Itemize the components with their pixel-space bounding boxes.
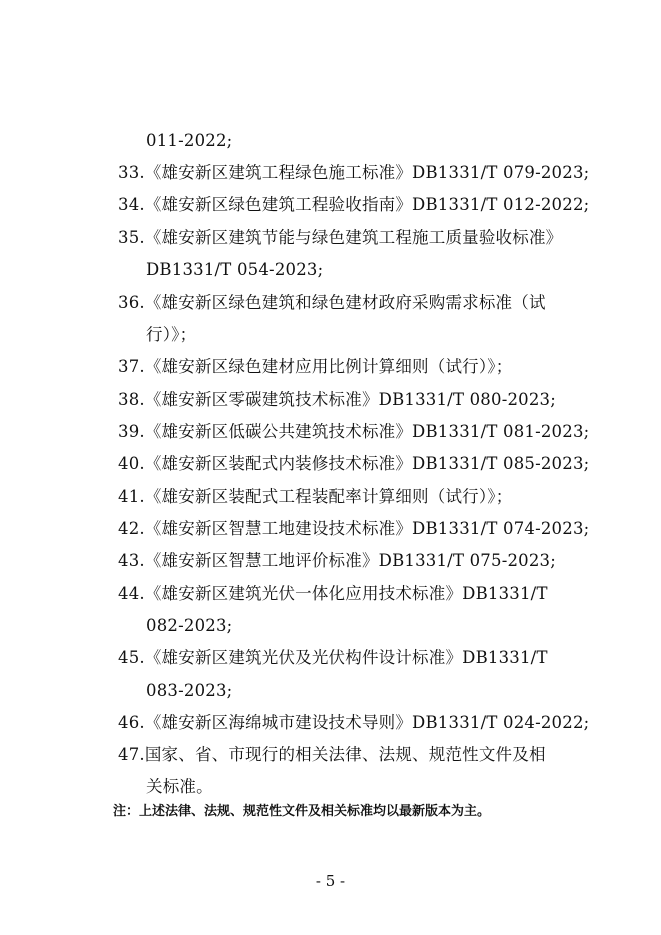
list-item-34: 34.《雄安新区绿色建筑工程验收指南》DB1331/T 012-2022; (118, 195, 590, 214)
list-item-45-continuation: 083-2023; (146, 681, 233, 700)
page-number: - 5 - (315, 872, 346, 890)
list-item-46: 46.《雄安新区海绵城市建设技术导则》DB1331/T 024-2022; (118, 713, 590, 732)
list-item-47-continuation: 关标准。 (146, 777, 213, 796)
list-item-39: 39.《雄安新区低碳公共建筑技术标准》DB1331/T 081-2023; (118, 422, 590, 441)
list-item-45: 45.《雄安新区建筑光伏及光伏构件设计标准》DB1331/T (118, 648, 548, 667)
list-item-47: 47.国家、省、市现行的相关法律、法规、规范性文件及相 (118, 745, 546, 764)
footnote: 注：上述法律、法规、规范性文件及相关标准均以最新版本为主。 (113, 804, 491, 819)
list-item-36-continuation: 行）》； (146, 325, 197, 344)
list-item-43: 43.《雄安新区智慧工地评价标准》DB1331/T 075-2023; (118, 551, 557, 570)
text-line-continuation-32: 011-2022; (146, 131, 233, 150)
list-item-42: 42.《雄安新区智慧工地建设技术标准》DB1331/T 074-2023; (118, 519, 590, 538)
list-item-35-continuation: DB1331/T 054-2023; (146, 260, 324, 279)
list-item-33: 33.《雄安新区建筑工程绿色施工标准》DB1331/T 079-2023; (118, 163, 590, 182)
list-item-35: 35.《雄安新区建筑节能与绿色建筑工程施工质量验收标准》 (118, 228, 563, 247)
list-item-44: 44.《雄安新区建筑光伏一体化应用技术标准》DB1331/T (118, 584, 548, 603)
list-item-37: 37.《雄安新区绿色建材应用比例计算细则（试行）》； (118, 357, 513, 376)
list-item-44-continuation: 082-2023; (146, 616, 233, 635)
list-item-36: 36.《雄安新区绿色建筑和绿色建材政府采购需求标准（试 (118, 293, 546, 312)
list-item-40: 40.《雄安新区装配式内装修技术标准》DB1331/T 085-2023; (118, 454, 590, 473)
list-item-41: 41.《雄安新区装配式工程装配率计算细则（试行）》； (118, 487, 513, 506)
list-item-38: 38.《雄安新区零碳建筑技术标准》DB1331/T 080-2023; (118, 390, 557, 409)
